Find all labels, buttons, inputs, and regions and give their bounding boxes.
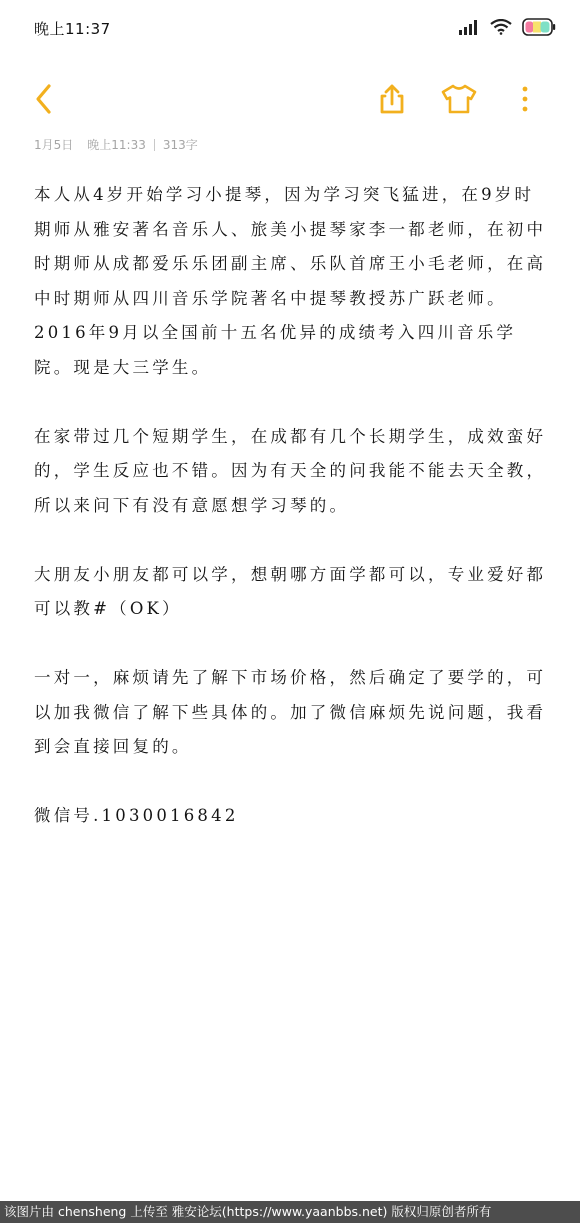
note-body[interactable] [34, 178, 549, 868]
wifi-icon [490, 19, 512, 35]
battery-icon [522, 18, 556, 36]
status-icons [458, 18, 556, 36]
note-meta [34, 136, 198, 153]
note-paragraph: 本人从4岁开始学习小提琴，因为学习突飞猛进，在9岁时期师从雅安著名音乐人、旅美小提琴家李一都老师，在初中时期师从成都爱乐乐团副主席、乐队首席王小毛老师，在高中时期师从四川音乐学院著名中提琴教授苏广跃老师。2016年9月以全国前十五名优异的成绩考入四川音乐学院。现是大三学生。 [34, 185, 547, 377]
note-paragraph: 一对一，麻烦请先了解下市场价格，然后确定了要学的，可以加我微信了解下些具体的。加了微信麻烦先说问题，我看到会直接回复的。 [34, 668, 547, 756]
status-time: 晚上11:37 [34, 20, 111, 38]
theme-button[interactable] [440, 82, 478, 116]
more-button[interactable] [514, 82, 536, 116]
note-toolbar [0, 70, 580, 126]
signal-icon [458, 19, 480, 35]
note-paragraph-wechat: 微信号.1030016842 [34, 806, 239, 825]
note-char-count: 313字 [162, 138, 198, 152]
status-bar [0, 0, 580, 56]
note-time: 晚上11:33 [87, 138, 146, 152]
share-icon [375, 82, 409, 116]
note-paragraph: 大朋友小朋友都可以学，想朝哪方面学都可以，专业爱好都可以教#（OK） [34, 564, 547, 618]
watermark-bar: 该图片由 chensheng 上传至 雅安论坛(https://www.yaanbbs.net) 版权归原创者所有 [0, 1201, 580, 1223]
note-date: 1月5日 [34, 138, 74, 152]
note-paragraph: 在家带过几个短期学生，在成都有几个长期学生，成效蛮好的，学生反应也不错。因为有天全的问我能不能去天全教，所以来问下有没有意愿想学习琴的。 [34, 426, 547, 515]
meta-divider [154, 139, 155, 151]
share-button[interactable] [375, 82, 409, 116]
tshirt-icon [440, 82, 478, 116]
back-button[interactable] [30, 82, 60, 116]
more-vertical-icon [514, 82, 536, 116]
chevron-left-icon [30, 82, 60, 116]
